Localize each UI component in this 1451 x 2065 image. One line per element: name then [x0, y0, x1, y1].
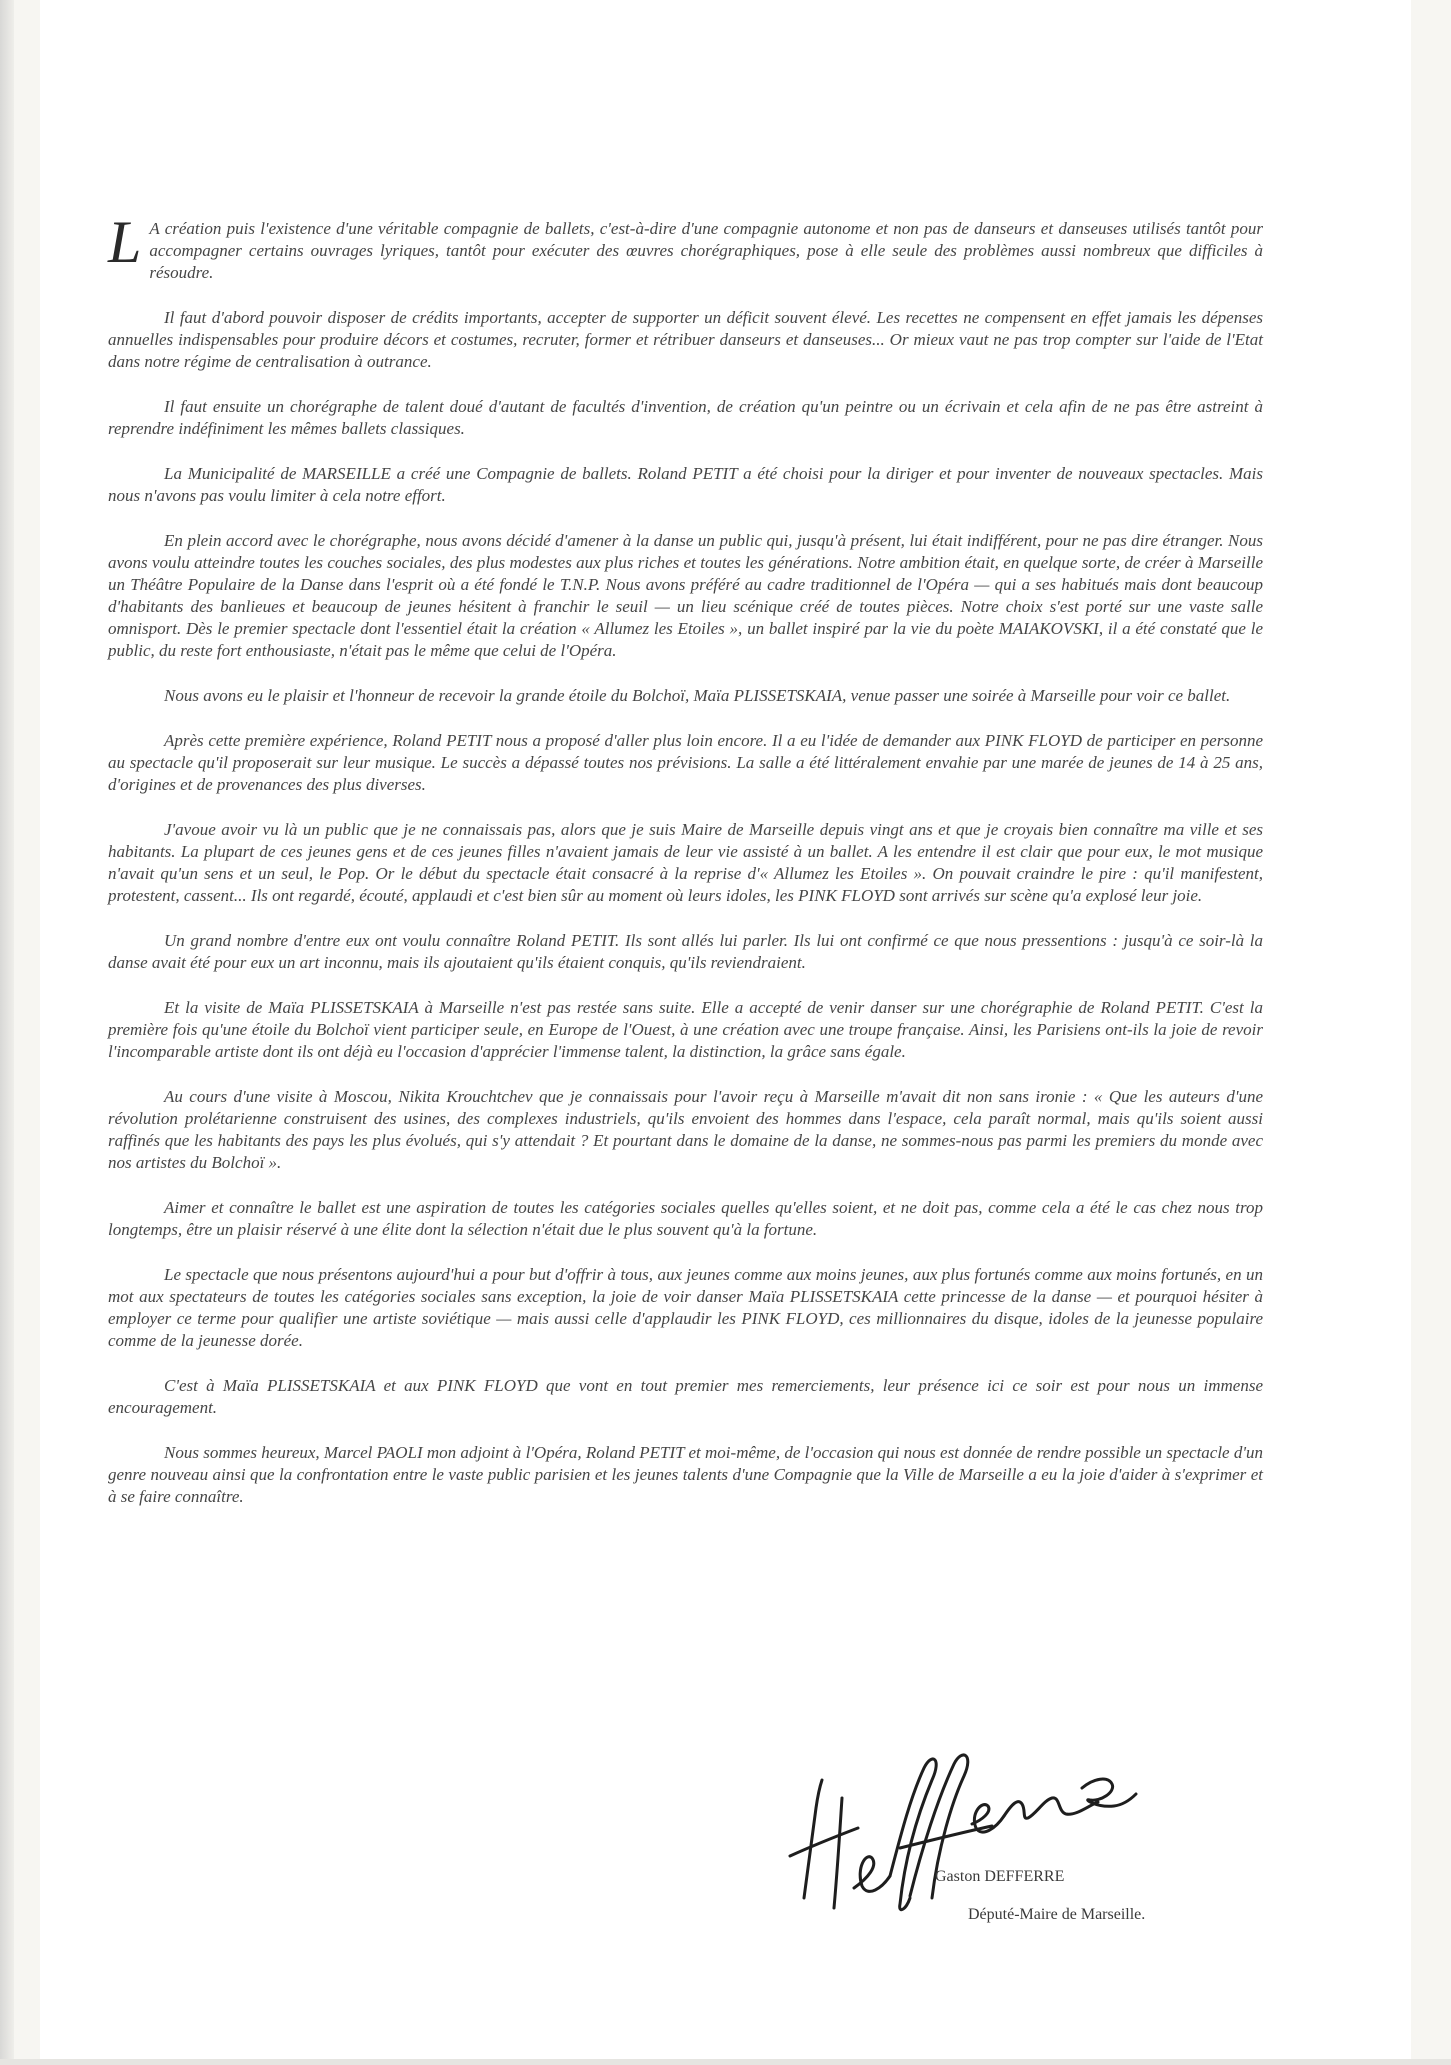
signatory-name: Gaston DEFFERRE: [935, 1868, 1065, 1885]
paragraph-6: Nous avons eu le plaisir et l'honneur de recevoir la grande étoile du Bolchoï, Maïa PLISSETSKAIA, venue passer une soirée à Marseille pour voir ce ballet.: [164, 686, 1231, 705]
paragraph-1: [108, 209, 1263, 284]
paragraph-14: C'est à Maïa PLISSETSKAIA et aux PINK FLOYD que vont en tout premier mes remerciements, leur présence ici ce soir est pour nous un immense encouragement.: [108, 1376, 1263, 1417]
paragraph-1-text: A création puis l'existence d'une véritable compagnie de ballets, c'est-à-dire d'une compagnie autonome et non pas de danseurs et danseuses utilisés tantôt pour accompagner certains ouvrages lyriques, tantôt pour exécuter des œuvres chorégraphiques, pose à elle seule des problèmes aussi nombreux que difficiles à résoudre.: [149, 219, 1263, 282]
paragraph-8: J'avoue avoir vu là un public que je ne connaissais pas, alors que je suis Maire de Marseille depuis vingt ans et que je croyais bien connaître ma ville et ses habitants. La plupart de ces jeunes gens et de ces jeunes filles n'avaient jamais de leur vie assisté à un ballet. A les entendre il est clair que pour eux, le mot musique n'avait qu'un sens et un seul, le Pop. Or le début du spectacle était consacré à la reprise d'« Allumez les Etoiles ». On pouvait craindre le pire : qu'il manifestent, protestent, cassent... Ils ont regardé, écouté, applaudi et c'est bien sûr au moment où leurs idoles, les PINK FLOYD sont arrivés sur scène qu'a explosé leur joie.: [108, 820, 1263, 905]
paragraph-5: En plein accord avec le chorégraphe, nous avons décidé d'amener à la danse un public qui, jusqu'à présent, lui était indifférent, pour ne pas dire étranger. Nous avons voulu atteindre toutes les couches sociales, des plus modestes aux plus riches et toutes les générations. Notre ambition était, en quelque sorte, de créer à Marseille un Théâtre Populaire de la Danse dans l'esprit où a été fondé le T.N.P. Nous avons préféré au cadre traditionnel de l'Opéra — qui a ses habitués mais dont beaucoup d'habitants des banlieues et beaucoup de jeunes hésitent à franchir le seuil — un lieu scénique créé de toutes pièces. Notre choix s'est porté sur une vaste salle omnisport. Dès le premier spectacle dont l'essentiel était la création « Allumez les Etoiles », un ballet inspiré par la vie du poète MAIAKOVSKI, il a été constaté que le public, du reste fort enthousiaste, n'était pas le même que celui de l'Opéra.: [108, 531, 1263, 660]
paragraph-15: Nous sommes heureux, Marcel PAOLI mon adjoint à l'Opéra, Roland PETIT et moi-même, de l'occasion qui nous est donnée de rendre possible un spectacle d'un genre nouveau ainsi que la confrontation entre le vaste public parisien et les jeunes talents d'une Compagnie que la Ville de Marseille a eu la joie d'aider à s'exprimer et à se faire connaître.: [108, 1443, 1263, 1506]
signatory-title: Député-Maire de Marseille.: [968, 1906, 1146, 1923]
scan-left-edge: [0, 0, 14, 2065]
paragraph-10: Et la visite de Maïa PLISSETSKAIA à Marseille n'est pas restée sans suite. Elle a accepté de venir danser sur une chorégraphie de Roland PETIT. C'est la première fois qu'une étoile du Bolchoï vient participer seule, en Europe de l'Ouest, à une création avec une troupe française. Ainsi, les Parisiens ont-ils la joie de revoir l'incomparable artiste dont ils ont déjà eu l'occasion d'apprécier l'immense talent, la distinction, la grâce sans égale.: [108, 998, 1263, 1061]
scan-bottom-edge: [0, 2059, 1451, 2065]
paragraph-9: Un grand nombre d'entre eux ont voulu connaître Roland PETIT. Ils sont allés lui parler. Ils lui ont confirmé ce que nous pressentions : jusqu'à ce soir-là la danse avait été pour eux un art inconnu, mais ils ajoutaient qu'ils étaient conquis, qu'ils reviendraient.: [108, 931, 1263, 972]
paragraph-4: La Municipalité de MARSEILLE a créé une Compagnie de ballets. Roland PETIT a été choisi pour la diriger et pour inventer de nouveaux spectacles. Mais nous n'avons pas voulu limiter à cela notre effort.: [108, 464, 1263, 505]
drop-cap: L: [108, 209, 142, 275]
paragraph-7: Après cette première expérience, Roland PETIT nous a proposé d'aller plus loin encore. Il a eu l'idée de demander aux PINK FLOYD de participer en personne au spectacle qu'il proposerait sur leur musique. Le succès a dépassé toutes nos prévisions. La salle a été littéralement envahie par une marée de jeunes de 14 à 25 ans, d'origines et de provenances des plus diverses.: [108, 731, 1263, 794]
paragraph-12: Aimer et connaître le ballet est une aspiration de toutes les catégories sociales quelles qu'elles soient, et ne doit pas, comme cela a été le cas chez nous trop longtemps, être un plaisir réservé à une élite dont la sélection n'était due le plus souvent qu'à la fortune.: [108, 1198, 1263, 1239]
paragraph-2: Il faut d'abord pouvoir disposer de crédits importants, accepter de supporter un déficit souvent élevé. Les recettes ne compensent en effet jamais les dépenses annuelles indispensables pour produire décors et costumes, recruter, former et rétribuer danseurs et danseuses... Or mieux vaut ne pas trop compter sur l'aide de l'Etat dans notre régime de centralisation à outrance.: [108, 308, 1263, 371]
paragraph-13: Le spectacle que nous présentons aujourd'hui a pour but d'offrir à tous, aux jeunes comme aux moins jeunes, aux plus fortunés comme aux moins fortunés, en un mot aux spectateurs de toutes les catégories sociales sans exception, la joie de voir danser Maïa PLISSETSKAIA cette princesse de la danse — et pourquoi hésiter à employer ce terme pour qualifier une artiste soviétique — mais aussi celle d'applaudir les PINK FLOYD, ces millionnaires du disque, idoles de la jeunesse populaire comme de la jeunesse dorée.: [108, 1265, 1263, 1350]
paragraph-3: Il faut ensuite un chorégraphe de talent doué d'autant de facultés d'invention, de création qu'un peintre ou un écrivain et cela afin de ne pas être astreint à reprendre indéfiniment les mêmes ballets classiques.: [108, 397, 1263, 438]
letter-body: [108, 209, 1263, 1531]
handwritten-signature: [782, 1728, 1142, 1918]
paragraph-11: Au cours d'une visite à Moscou, Nikita Krouchtchev que je connaissais pour l'avoir reçu à Marseille m'avait dit non sans ironie : « Que les auteurs d'une révolution prolétarienne construisent des usines, des complexes industriels, qu'ils envoient des hommes dans l'espace, cela paraît normal, mais qu'ils soient aussi raffinés que les habitants des pays les plus évolués, qui s'y attendait ? Et pourtant dans le domaine de la danse, ne sommes-nous pas parmi les premiers du monde avec nos artistes du Bolchoï ».: [108, 1087, 1263, 1172]
